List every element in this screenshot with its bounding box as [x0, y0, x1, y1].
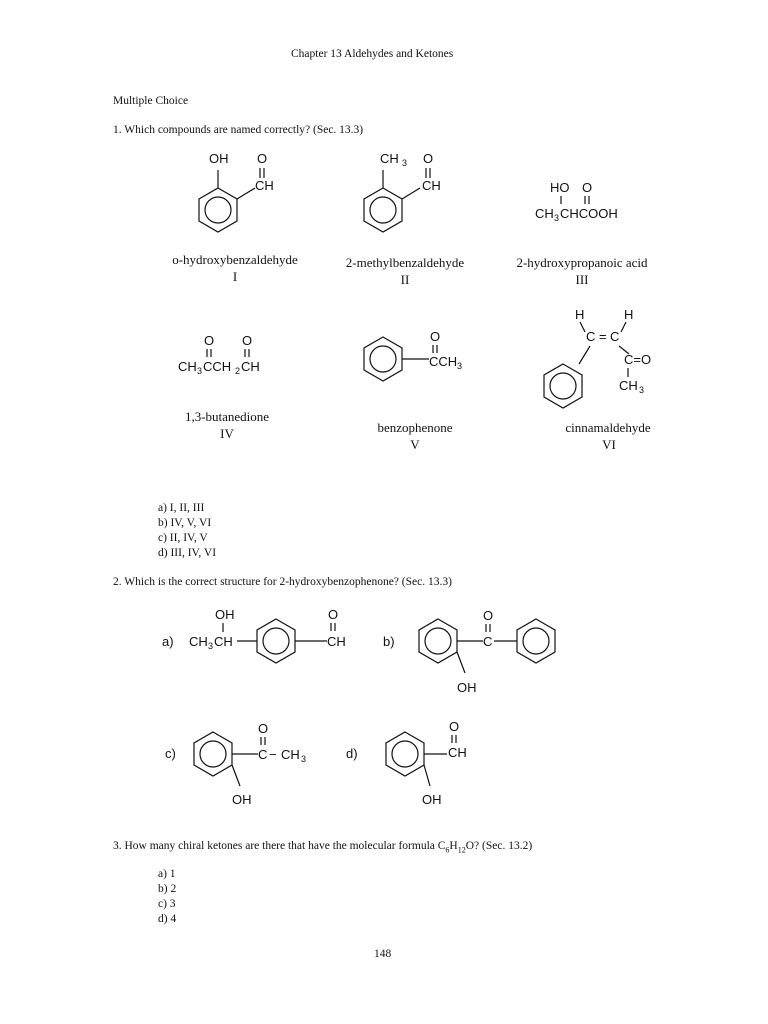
svg-text:CH: CH	[214, 634, 233, 649]
svg-text:CH: CH	[189, 634, 208, 649]
compound-5-name: benzophenone	[377, 420, 453, 435]
q2-structure-d[interactable]	[372, 716, 482, 811]
q2-structure-a[interactable]	[185, 602, 360, 672]
o-label: O	[258, 721, 269, 736]
ch-label: CH	[422, 178, 441, 193]
compound-1-numeral: I	[232, 269, 238, 284]
svg-text:CHCOOH: CHCOOH	[560, 206, 618, 221]
svg-text:C=O: C=O	[624, 352, 652, 367]
compound-2-numeral: II	[400, 272, 410, 287]
svg-text:CH: CH	[327, 634, 346, 649]
ch-label: CH	[255, 178, 274, 193]
svg-text:3: 3	[197, 366, 203, 376]
compound-4-name: 1,3-butanedione	[184, 409, 270, 424]
svg-text:CCH: CCH	[203, 359, 232, 374]
svg-text:3: 3	[301, 754, 307, 764]
svg-text:C: C	[586, 329, 596, 344]
question-2-text: 2. Which is the correct structure for 2-hydroxybenzophenone? (Sec. 13.3)	[113, 576, 452, 588]
compound-1-name: o-hydroxybenzaldehyde	[172, 252, 298, 267]
svg-text:C: C	[258, 747, 268, 762]
q1-option-d[interactable]: d) III, IV, VI	[158, 547, 217, 559]
oh-label: OH	[232, 792, 252, 807]
compound-3-name: 2-hydroxypropanoic acid	[516, 255, 648, 270]
compound-6-numeral: VI	[602, 437, 616, 452]
svg-text:3: 3	[402, 158, 408, 168]
oh-label: OH	[209, 151, 229, 166]
o-label: O	[257, 151, 268, 166]
q1-option-b[interactable]: b) IV, V, VI	[158, 517, 212, 529]
svg-text:3: 3	[457, 361, 463, 371]
svg-text:C: C	[483, 634, 493, 649]
oh-label: OH	[215, 607, 235, 622]
svg-text:CCH: CCH	[429, 354, 458, 369]
svg-text:CH: CH	[535, 206, 554, 221]
o-label: O	[449, 719, 460, 734]
h-label-1: H	[575, 307, 585, 322]
svg-text:3: 3	[554, 213, 560, 223]
q3-option-b[interactable]: b) 2	[158, 883, 177, 895]
q3-option-c[interactable]: c) 3	[158, 898, 176, 910]
q2-option-a-label[interactable]: a)	[162, 634, 174, 649]
o-label: O	[483, 608, 494, 623]
svg-text:2: 2	[235, 366, 241, 376]
question-3-text: 3. How many chiral ketones are there that have the molecular formula $C_6H_{12}O$? (Sec. 13.2)	[113, 840, 533, 855]
question-1-text: 1. Which compounds are named correctly? (Sec. 13.3)	[113, 124, 364, 136]
page-title: Chapter 13 Aldehydes and Ketones	[291, 48, 454, 60]
svg-text:C: C	[610, 329, 620, 344]
q1-option-a[interactable]: a) I, II, III	[158, 502, 205, 514]
q2-option-b-label[interactable]: b)	[383, 634, 395, 649]
o-label: O	[430, 329, 441, 344]
structure-compound-1	[185, 148, 295, 243]
o-label: O	[328, 607, 339, 622]
svg-text:CH: CH	[241, 359, 260, 374]
o-label: O	[582, 180, 593, 195]
compound-2-name: 2-methylbenzaldehyde	[345, 255, 465, 270]
h-label-2: H	[624, 307, 634, 322]
q3-option-a[interactable]: a) 1	[158, 868, 176, 880]
structure-compound-2	[350, 148, 460, 243]
compound-4-numeral: IV	[220, 426, 234, 441]
structure-compound-4	[175, 330, 285, 380]
ho-label: HO	[550, 180, 570, 195]
structure-compound-5	[355, 325, 485, 395]
structure-compound-6	[535, 302, 675, 412]
q2-option-c-label[interactable]: c)	[165, 746, 176, 761]
svg-text:3: 3	[639, 385, 645, 395]
o-label-2: O	[242, 333, 253, 348]
o-label: O	[423, 151, 434, 166]
q2-structure-b[interactable]	[405, 603, 575, 698]
oh-label: OH	[457, 680, 477, 695]
q2-option-d-label[interactable]: d)	[346, 746, 358, 761]
page-number: 148	[374, 948, 392, 960]
compound-6-name: cinnamaldehyde	[565, 420, 651, 435]
svg-text:−: −	[269, 747, 277, 762]
compound-3-numeral: III	[575, 272, 589, 287]
section-title: Multiple Choice	[113, 95, 189, 107]
ch3-label: CH	[380, 151, 399, 166]
q1-option-c[interactable]: c) II, IV, V	[158, 532, 208, 544]
o-label-1: O	[204, 333, 215, 348]
svg-text:CH: CH	[281, 747, 300, 762]
structure-compound-3	[530, 175, 640, 225]
svg-text:CH: CH	[448, 745, 467, 760]
compound-5-numeral: V	[410, 437, 420, 452]
svg-text:CH: CH	[619, 378, 638, 393]
svg-text:=: =	[599, 329, 607, 344]
q2-structure-c[interactable]	[185, 716, 325, 811]
svg-text:CH: CH	[178, 359, 197, 374]
oh-label: OH	[422, 792, 442, 807]
svg-text:3: 3	[208, 641, 214, 651]
q3-option-d[interactable]: d) 4	[158, 913, 177, 925]
